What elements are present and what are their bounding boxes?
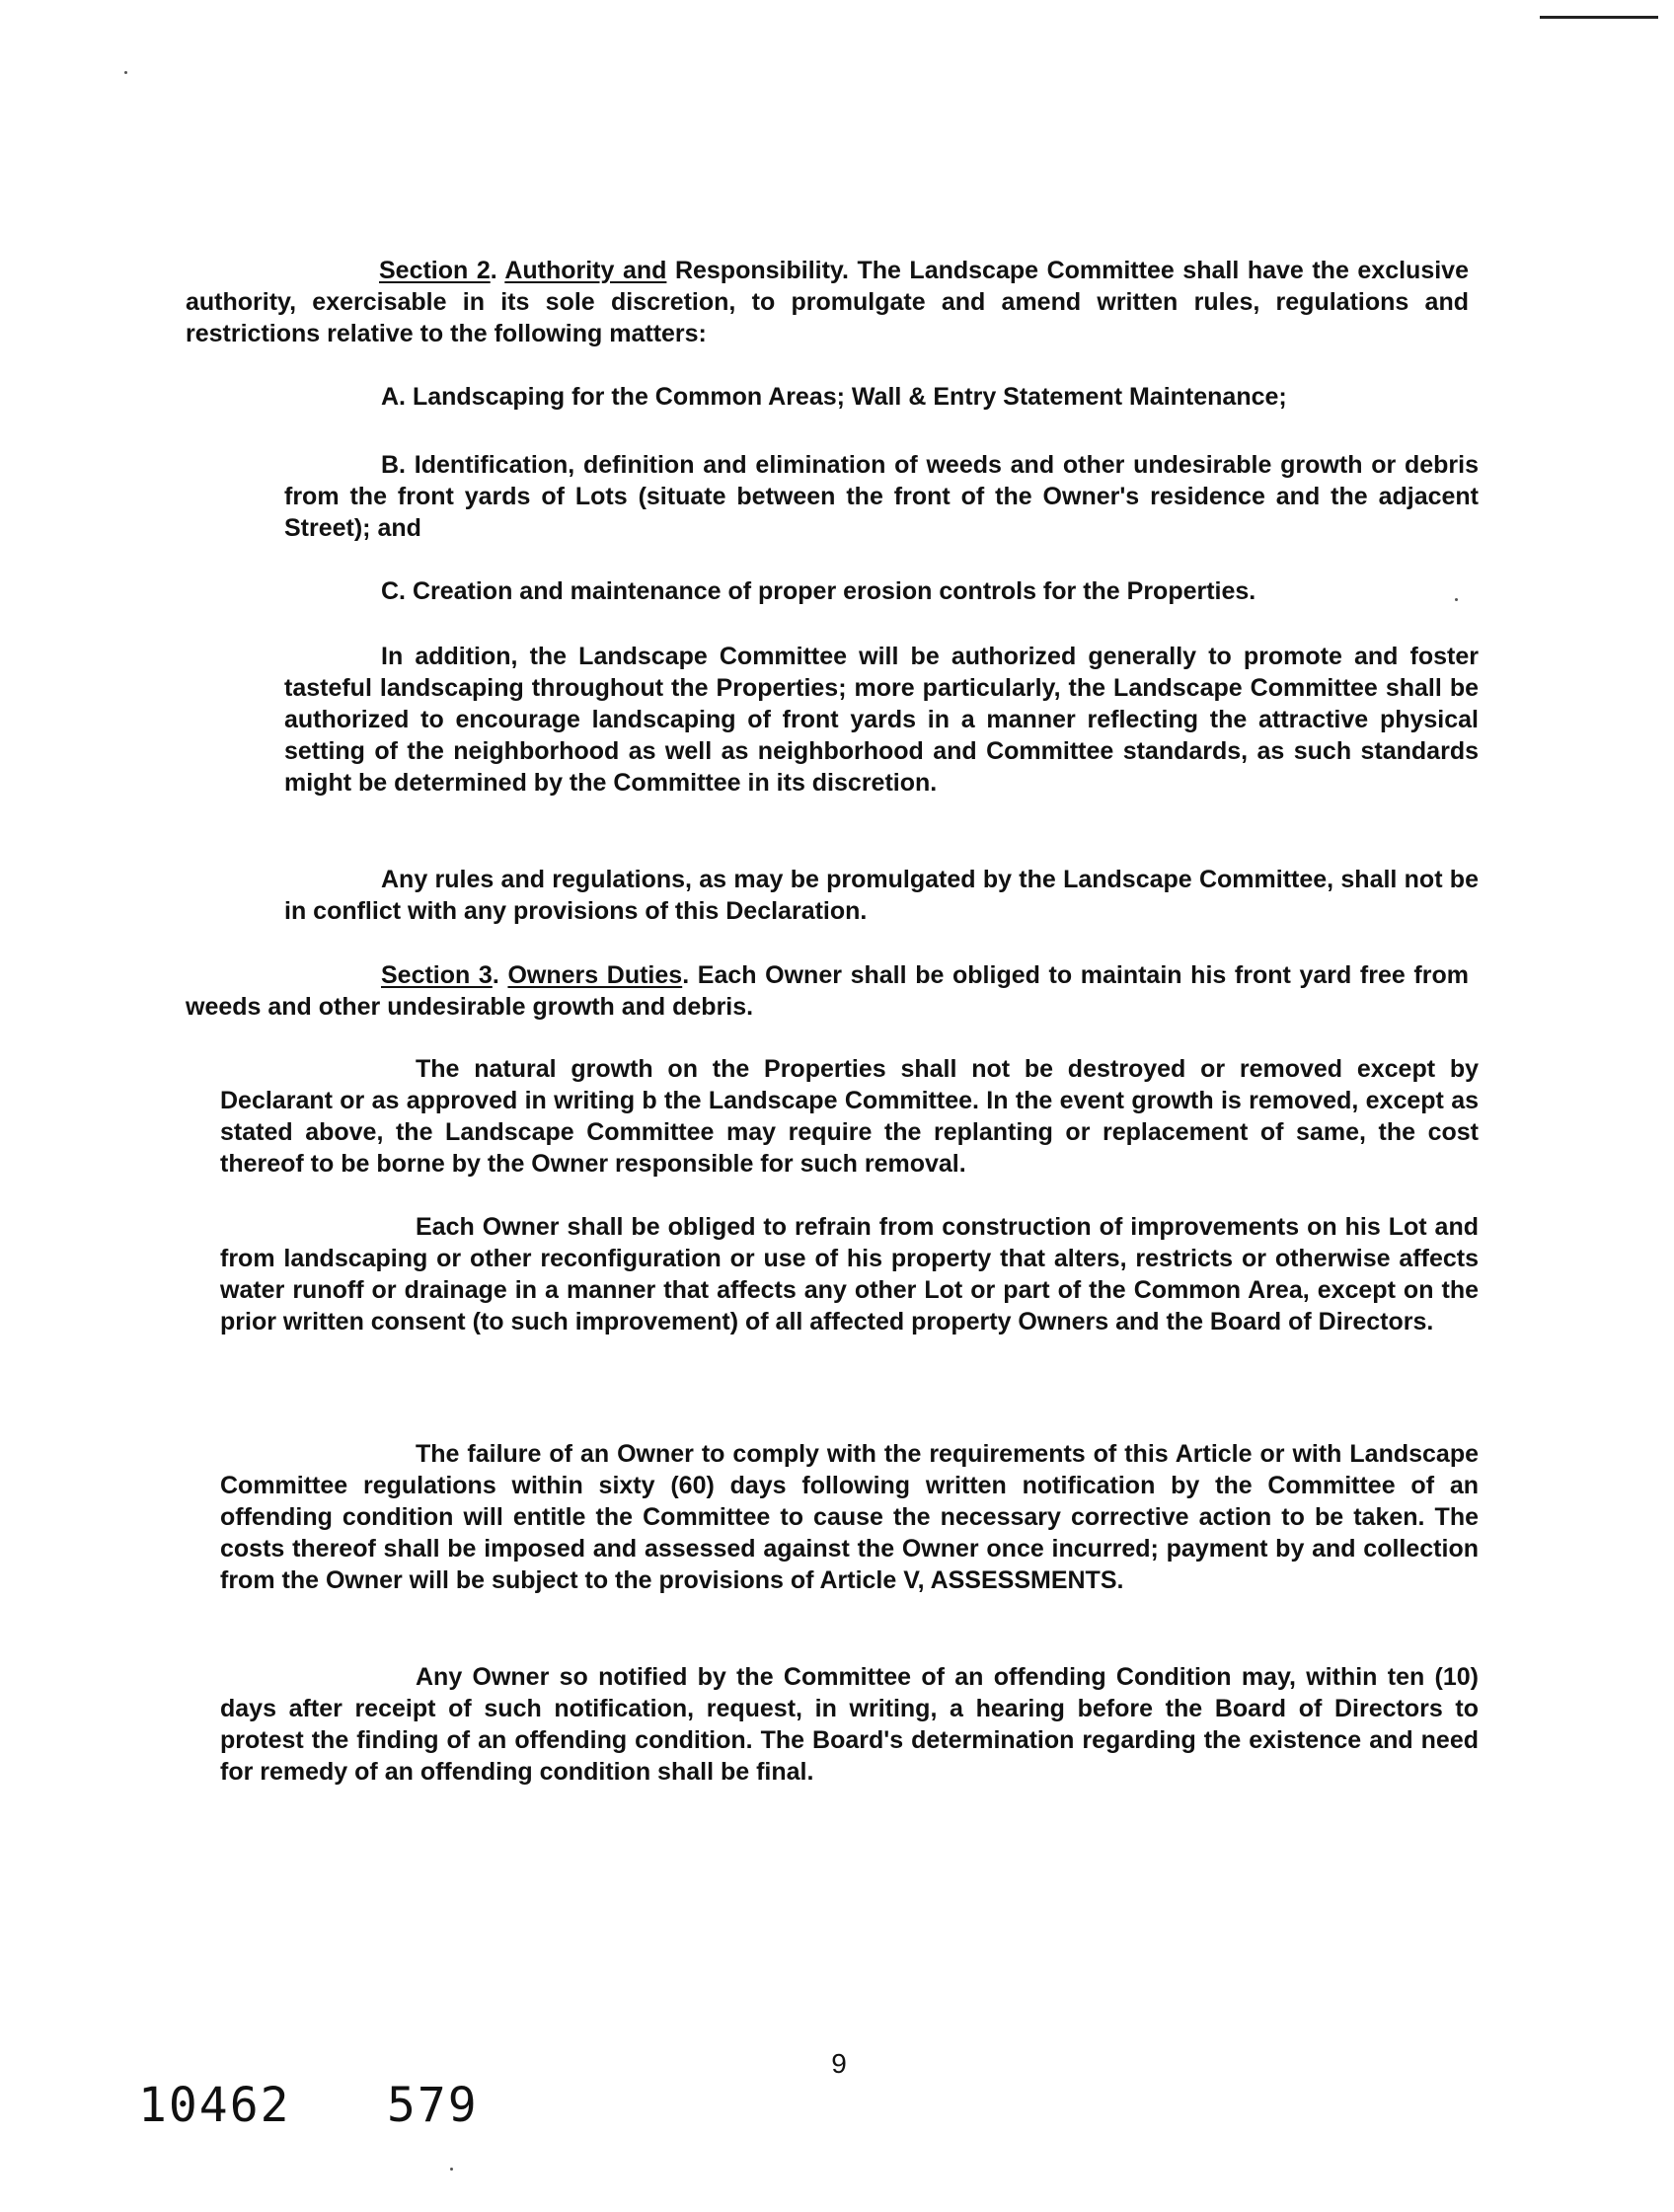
item-a: A. Landscaping for the Common Areas; Wall & Entry Statement Maintenance; xyxy=(381,383,1287,411)
section-2-responsibility: Responsibility. xyxy=(666,257,849,284)
item-c: C. Creation and maintenance of proper erosion controls for the Properties. xyxy=(381,577,1256,605)
hearing-paragraph: Any Owner so notified by the Committee of an offending Condition may, within ten (10) days after receipt of such notification, request, in writing, a hearing before the Board of Directors to protest the finding of an offending condition. The Board's determination regarding the existence and need for remedy of an offending condition shall be final. xyxy=(220,1663,1479,1786)
section-3-title: Owners Duties xyxy=(507,961,683,989)
section-2-heading: Section 2 xyxy=(379,257,491,284)
page-number: 9 xyxy=(831,2048,847,2079)
section-2-paragraph: Section 2. Authority and Responsibility. The Landscape Committee shall have the exclusive authority, exercisable in its sole discretion, to promulgate and amend written rules, regulations and restrictions relative to the following matters: xyxy=(186,257,1469,347)
scan-mark xyxy=(1540,16,1658,19)
failure-paragraph: The failure of an Owner to comply with the requirements of this Article or with Landscape Committee regulations within sixty (60) days following written notification by the Committee of an offending condition will entitle the Committee to cause the necessary corrective action to be taken. The costs thereof shall be imposed and assessed against the Owner once incurred; payment by and collection from the Owner will be subject to the provisions of Article V, ASSESSMENTS. xyxy=(220,1440,1479,1594)
section-3-paragraph: Section 3. Owners Duties. Each Owner shall be obliged to maintain his front yard free from weeds and other undesirable growth and debris. xyxy=(186,961,1469,1021)
scan-speck xyxy=(124,71,127,74)
section-2-text: The Landscape Committee shall have the exclusive authority, exercisable in its sole discretion, to promulgate and amend written rules, regulations and restrictions relative to the following matters: xyxy=(186,257,1469,347)
scan-speck xyxy=(1455,598,1458,601)
owner-obligation-paragraph: Each Owner shall be obliged to refrain from construction of improvements on his Lot and from landscaping or other reconfiguration or use of his property that alters, restricts or otherwise affects water runoff or drainage in a manner that affects any other Lot or part of the Common Area, except on the prior written consent (to such improvement) of all affected property Owners and the Board of Directors. xyxy=(220,1213,1479,1335)
scan-speck xyxy=(450,2168,453,2171)
natural-growth-paragraph: The natural growth on the Properties shall not be destroyed or removed except by Declarant or as approved in writing b the Landscape Committee. In the event growth is removed, except as stated above, the Landscape Committee may require the replanting or replacement of same, the cost thereof to be borne by the Owner responsible for such removal. xyxy=(220,1055,1479,1178)
section-2-authority: Authority and xyxy=(504,257,667,284)
item-b: B. Identification, definition and elimination of weeds and other undesirable growth or debris from the front yards of Lots (situate between the front of the Owner's residence and the adjacent Street); and xyxy=(284,451,1479,542)
book-number: 10462 xyxy=(138,2078,291,2133)
section-3-text: Each Owner shall be obliged to maintain his front yard free from weeds and other undesirable growth and debris. xyxy=(186,961,1469,1021)
page-reference: 579 xyxy=(387,2078,479,2133)
addition-paragraph: In addition, the Landscape Committee will be authorized generally to promote and foster tasteful landscaping throughout the Properties; more particularly, the Landscape Committee shall be authorized to encourage landscaping of front yards in a manner reflecting the attractive physical setting of the neighborhood as well as neighborhood and Committee standards, as such standards might be determined by the Committee in its discretion. xyxy=(284,643,1479,797)
section-3-heading: Section 3 xyxy=(381,961,493,989)
rules-paragraph: Any rules and regulations, as may be promulgated by the Landscape Committee, shall not be in conflict with any provisions of this Declaration. xyxy=(284,866,1479,925)
